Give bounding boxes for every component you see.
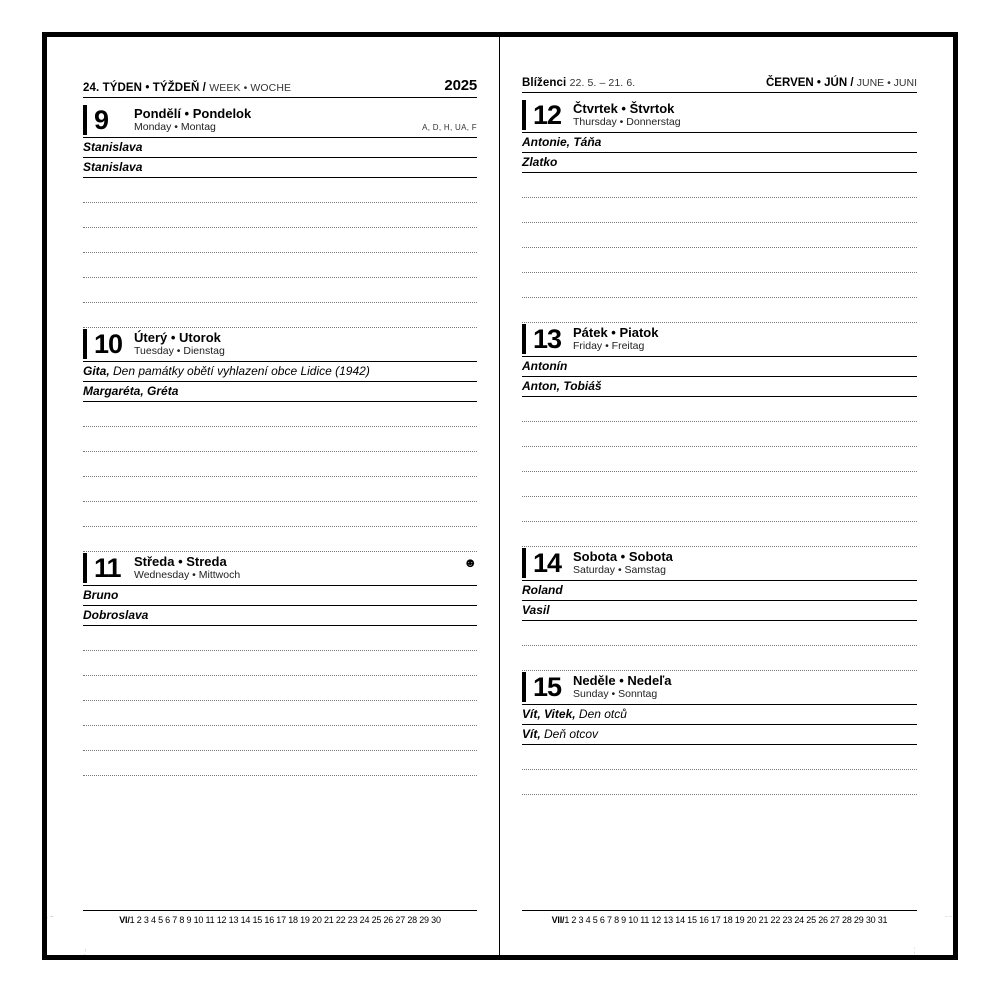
day-country-codes: A, D, H, UA, F (422, 123, 477, 132)
write-line[interactable] (83, 452, 477, 477)
write-line[interactable] (83, 676, 477, 701)
week-label-secondary: WEEK • WOCHE (209, 82, 292, 94)
day-entry (83, 328, 477, 552)
day-entry (522, 547, 917, 671)
day-header (522, 671, 917, 705)
nameday-line (522, 377, 917, 397)
day-name-secondary: Friday • Freitag (573, 340, 645, 352)
mini-calendar[interactable] (522, 915, 917, 925)
day-number: 15 (533, 672, 562, 702)
write-line[interactable] (522, 472, 917, 497)
day-name-secondary: Wednesday • Mittwoch (134, 569, 241, 581)
left-page-header (83, 77, 477, 98)
day-number: 13 (533, 324, 562, 354)
day-entry (522, 323, 917, 547)
nameday-bold: Stanislava (83, 160, 143, 174)
nameday-line (522, 133, 917, 153)
spread (47, 37, 953, 955)
write-line[interactable] (83, 626, 477, 651)
nameday-note: Deň otcov (540, 727, 599, 741)
write-line[interactable] (522, 198, 917, 223)
write-line[interactable] (522, 298, 917, 323)
day-name-primary: Pondělí • Pondelok (134, 106, 252, 121)
nameday-line (522, 153, 917, 173)
nameday-bold: Margaréta, Gréta (83, 384, 179, 398)
write-line[interactable] (522, 621, 917, 646)
day-bar (522, 672, 526, 702)
day-name-secondary: Monday • Montag (134, 121, 216, 133)
nameday-line (83, 586, 477, 606)
day-number: 9 (94, 105, 109, 135)
day-name-primary: Středa • Streda (134, 554, 227, 569)
zodiac-range: 22. 5. – 21. 6. (569, 77, 636, 89)
nameday-line (522, 705, 917, 725)
week-label-main: 24. TÝDEN • TÝŽDEŇ / (83, 82, 206, 94)
day-names (569, 674, 917, 700)
write-line[interactable] (83, 502, 477, 527)
write-line[interactable] (522, 422, 917, 447)
day-name-primary: Neděle • Nedeľa (573, 673, 672, 688)
day-names (569, 550, 917, 576)
nameday-bold: Roland (522, 583, 563, 597)
write-line[interactable] (522, 745, 917, 770)
nameday-line (83, 382, 477, 402)
day-entry (522, 99, 917, 323)
day-header (522, 323, 917, 357)
left-page (47, 37, 500, 955)
nameday-note: Den otců (575, 707, 627, 721)
nameday-line (83, 362, 477, 382)
write-line[interactable] (83, 651, 477, 676)
write-line[interactable] (83, 402, 477, 427)
day-header (83, 328, 477, 362)
nameday-line (522, 357, 917, 377)
write-line[interactable] (83, 178, 477, 203)
day-name-secondary: Sunday • Sonntag (573, 688, 658, 700)
right-page (500, 37, 953, 955)
day-bar (83, 553, 87, 583)
write-line[interactable] (83, 527, 477, 552)
day-number: 12 (533, 100, 562, 130)
nameday-note: Den památky obětí vyhlazení obce Lidice (1942) (109, 364, 370, 378)
nameday-bold: Dobroslava (83, 608, 149, 622)
nameday-bold: Vít, (522, 727, 541, 741)
write-line[interactable] (522, 497, 917, 522)
mini-calendar-days: 1 2 3 4 5 6 7 8 9 10 11 12 13 14 15 16 17 18 19 20 21 22 23 24 25 26 27 28 29 30 31 (564, 915, 888, 925)
page-corner-cut (42, 916, 86, 960)
month-label-secondary: JUNE • JUNI (856, 77, 917, 89)
write-line[interactable] (522, 248, 917, 273)
nameday-bold: Gita, (83, 364, 110, 378)
day-names (569, 102, 917, 128)
month-label (766, 77, 917, 89)
nameday-bold: Bruno (83, 588, 119, 602)
day-name-primary: Úterý • Utorok (134, 330, 221, 345)
write-line[interactable] (522, 646, 917, 671)
write-line[interactable] (83, 203, 477, 228)
right-footer (522, 910, 917, 925)
write-line[interactable] (83, 726, 477, 751)
day-header (522, 99, 917, 133)
day-name-primary: Sobota • Sobota (573, 549, 673, 564)
write-line[interactable] (522, 173, 917, 198)
day-header (83, 552, 477, 586)
day-bar (522, 324, 526, 354)
nameday-line (83, 138, 477, 158)
write-line[interactable] (522, 223, 917, 248)
write-line[interactable] (522, 397, 917, 422)
write-line[interactable] (83, 303, 477, 328)
zodiac-name: Blíženci (522, 77, 567, 89)
write-line[interactable] (83, 427, 477, 452)
day-bar (83, 105, 87, 135)
day-number: 14 (533, 548, 562, 578)
left-footer (83, 910, 477, 925)
write-line[interactable] (83, 477, 477, 502)
day-number: 11 (94, 553, 121, 583)
write-line[interactable] (83, 228, 477, 253)
mini-calendar-month: VII/ (551, 915, 565, 925)
zodiac-label (522, 77, 635, 89)
nameday-line (83, 606, 477, 626)
nameday-line (522, 581, 917, 601)
day-number: 10 (94, 329, 123, 359)
day-name-secondary: Saturday • Samstag (573, 564, 666, 576)
mini-calendar[interactable] (83, 915, 477, 925)
day-name-secondary: Thursday • Donnerstag (573, 116, 681, 128)
nameday-line (522, 601, 917, 621)
write-line[interactable] (83, 253, 477, 278)
week-label (83, 82, 291, 94)
write-line[interactable] (83, 701, 477, 726)
moon-phase-icon: ☻ (463, 555, 477, 570)
day-header (83, 104, 477, 138)
write-line[interactable] (522, 273, 917, 298)
nameday-bold: Zlatko (522, 155, 558, 169)
day-header (522, 547, 917, 581)
day-name-secondary: Tuesday • Dienstag (134, 345, 225, 357)
day-bar (522, 548, 526, 578)
day-names (130, 107, 422, 133)
mini-calendar-month: VI/ (119, 915, 130, 925)
write-line[interactable] (83, 751, 477, 776)
page-corner-cut (914, 916, 958, 960)
day-entry (83, 552, 477, 776)
planner-spread (42, 32, 958, 960)
nameday-bold: Antonie, Táňa (522, 135, 602, 149)
day-bar (83, 329, 87, 359)
nameday-bold: Vasil (522, 603, 550, 617)
write-line[interactable] (522, 447, 917, 472)
right-page-header (522, 77, 917, 93)
day-entry (83, 104, 477, 328)
mini-calendar-days: 1 2 3 4 5 6 7 8 9 10 11 12 13 14 15 16 17 18 19 20 21 22 23 24 25 26 27 28 29 30 (129, 915, 441, 925)
nameday-bold: Anton, Tobiáš (522, 379, 602, 393)
write-line[interactable] (83, 278, 477, 303)
day-names (569, 326, 917, 352)
day-bar (522, 100, 526, 130)
day-names (130, 555, 463, 581)
day-names (130, 331, 477, 357)
nameday-line (522, 725, 917, 745)
nameday-bold: Vít, Vitek, (522, 707, 576, 721)
day-name-primary: Čtvrtek • Štvrtok (573, 101, 675, 116)
day-name-primary: Pátek • Piatok (573, 325, 659, 340)
nameday-bold: Stanislava (83, 140, 143, 154)
day-entry (522, 671, 917, 795)
write-line[interactable] (522, 522, 917, 547)
write-line[interactable] (522, 770, 917, 795)
month-label-main: ČERVEN • JÚN / (766, 77, 854, 89)
year-label: 2025 (444, 77, 477, 94)
nameday-line (83, 158, 477, 178)
nameday-bold: Antonín (522, 359, 568, 373)
